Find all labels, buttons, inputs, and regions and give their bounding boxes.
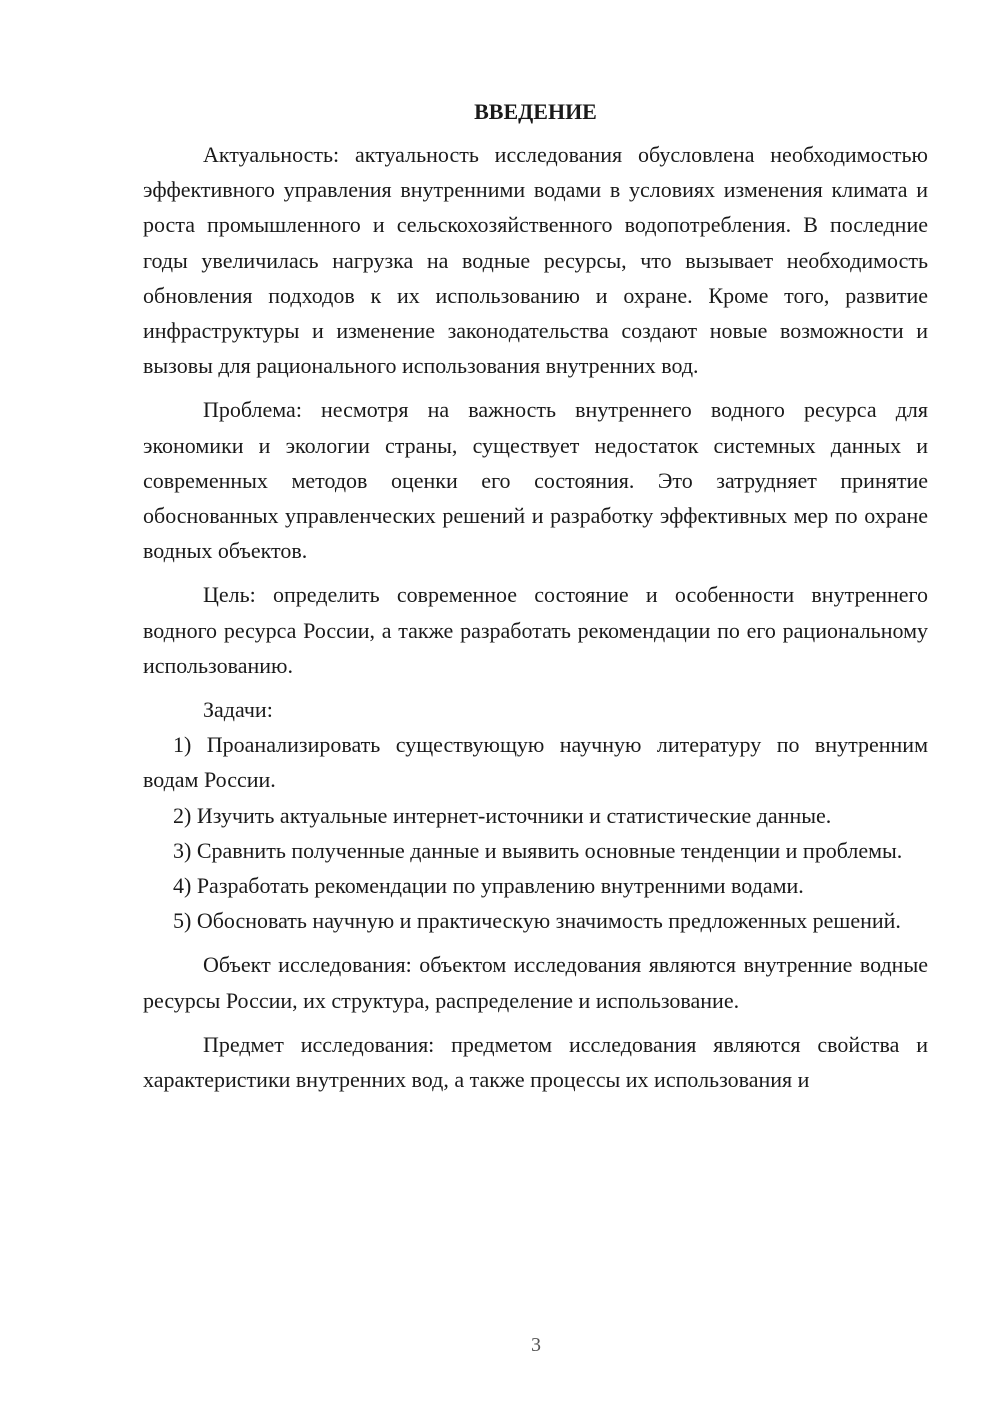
tasks-heading: Задачи: (203, 697, 273, 723)
task-item-1: 1) Проанализировать существующую научную литературу по внутренним водам России. (143, 732, 928, 793)
relevance-paragraph: Актуальность: актуальность исследования обусловлена необходимостью эффективного управления внутренними водами в условиях изменения климата и роста промышленного и сельскохозяйственного водопотребления. В последние годы увеличилась нагрузка на водные ресурсы, что вызывает необходимость обновления подходов к их использованию и охране. Кроме того, развитие инфраструктуры и изменение законодательства создают новые возможности и вызовы для рационального использования внутренних вод. (143, 142, 928, 379)
section-title: ВВЕДЕНИЕ (474, 99, 597, 124)
page-number: 3 (531, 1334, 541, 1356)
task-item-4: 4) Разработать рекомендации по управлению внутренними водами. (173, 873, 804, 899)
task-item-3: 3) Сравнить полученные данные и выявить основные тенденции и проблемы. (173, 837, 903, 863)
document-page (143, 94, 928, 1097)
task-item-5: 5) Обосновать научную и практическую значимость предложенных решений. (173, 908, 901, 934)
goal-paragraph: Цель: определить современное состояние и особенности внутреннего водного ресурса России, а также разработать рекомендации по его рациональному использованию. (143, 582, 928, 678)
subject-paragraph: Предмет исследования: предметом исследования являются свойства и характеристики внутренних вод, а также процессы их использования и (143, 1031, 928, 1093)
object-paragraph: Объект исследования: объектом исследования являются внутренние водные ресурсы России, их структура, распределение и использование. (143, 952, 928, 1013)
problem-paragraph: Проблема: несмотря на важность внутреннего водного ресурса для экономики и экологии страны, существует недостаток системных данных и современных методов оценки его состояния. Это затрудняет принятие обоснованных управленческих решений и разработку эффективных мер по охране водных объектов. (143, 397, 928, 564)
task-item-2: 2) Изучить актуальные интернет-источники и статистические данные. (173, 802, 832, 828)
